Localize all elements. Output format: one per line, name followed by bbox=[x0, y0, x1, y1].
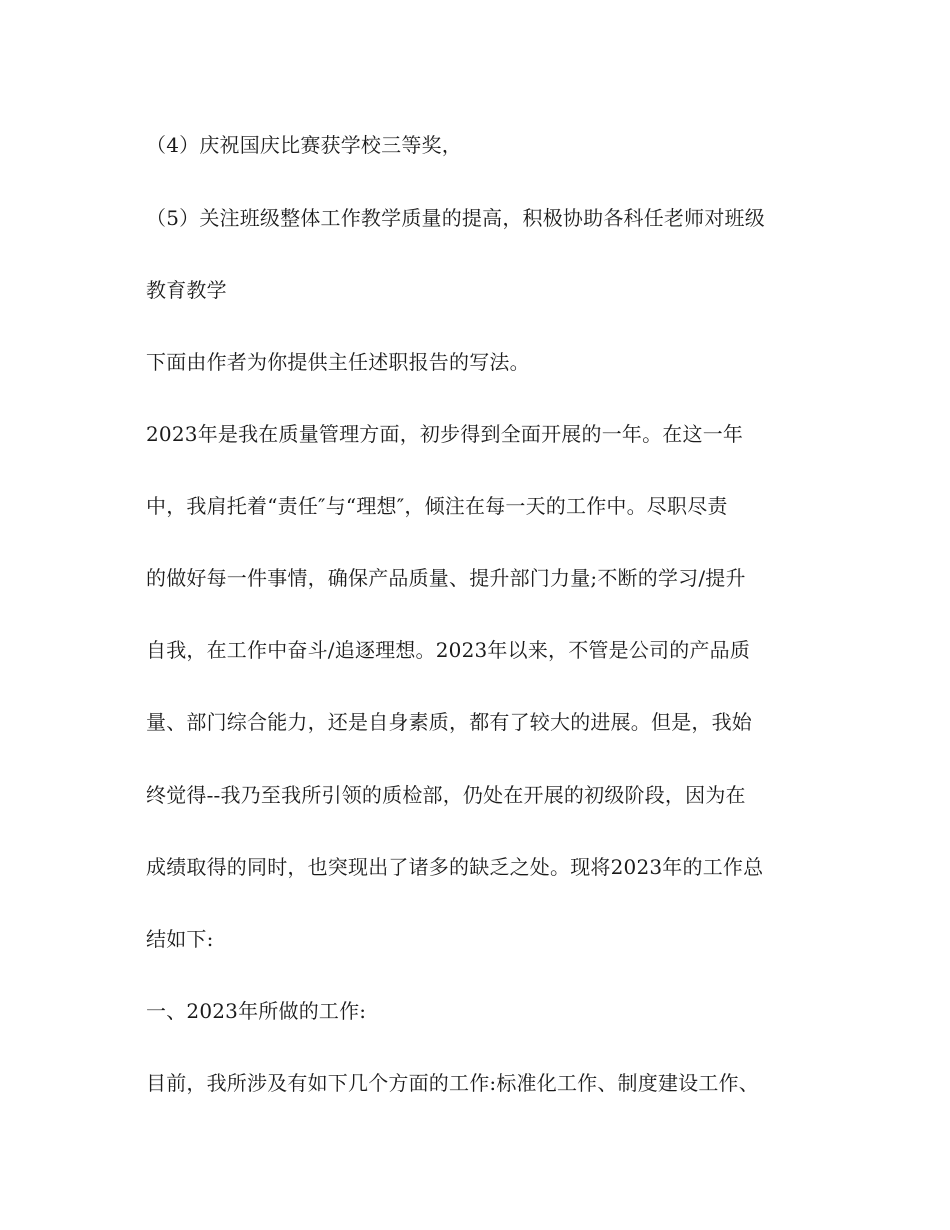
text-line: 自我，在工作中奋斗/追逐理想。2023年以来，不管是公司的产品质 bbox=[146, 638, 751, 662]
text-line: （4）庆祝国庆比赛获学校三等奖， bbox=[146, 133, 462, 157]
text-line: 下面由作者为你提供主任述职报告的写法。 bbox=[146, 350, 530, 374]
text-line: 的做好每一件事情，确保产品质量、提升部门力量;不断的学习/提升 bbox=[146, 566, 746, 590]
text-line: 量、部门综合能力，还是自身素质，都有了较大的进展。但是，我始 bbox=[146, 710, 752, 734]
text-line: 目前，我所涉及有如下几个方面的工作:标准化工作、制度建设工作、 bbox=[146, 1071, 759, 1095]
text-line: 2023年是我在质量管理方面，初步得到全面开展的一年。在这一年 bbox=[146, 422, 744, 446]
text-line: （5）关注班级整体工作教学质量的提高，积极协助各科任老师对班级 bbox=[146, 206, 765, 230]
text-line: 结如下: bbox=[146, 927, 214, 951]
text-line: 中，我肩托着“责任″与“理想″，倾注在每一天的工作中。尽职尽责 bbox=[146, 494, 728, 518]
text-line: 教育教学 bbox=[146, 278, 227, 302]
section-heading: 一、2023年所做的工作: bbox=[146, 999, 367, 1023]
text-line: 终觉得--我乃至我所引领的质检部，仍处在开展的初级阶段，因为在 bbox=[146, 783, 746, 807]
text-line: 成绩取得的同时，也突现出了诸多的缺乏之处。现将2023年的工作总 bbox=[146, 855, 764, 879]
